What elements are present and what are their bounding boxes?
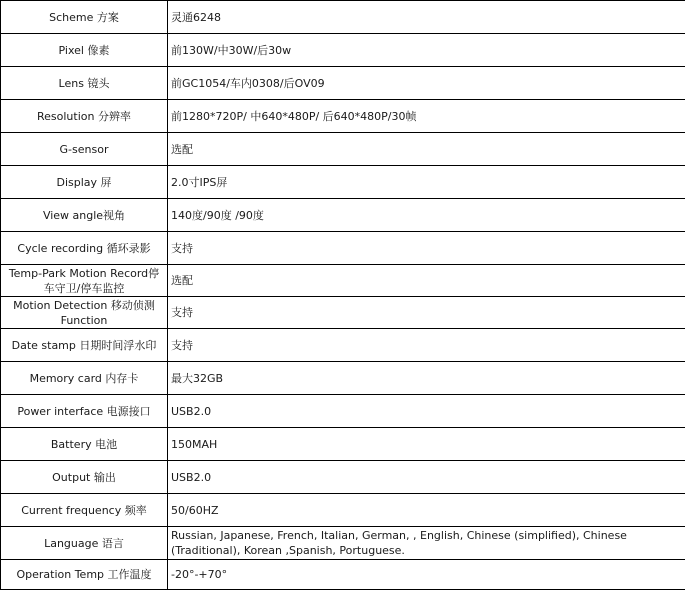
spec-row-resolution (1, 100, 685, 133)
spec-label: Cycle recording 循环录影 (1, 232, 168, 265)
spec-row-date-stamp (1, 329, 685, 362)
spec-value: 50/60HZ (168, 494, 685, 527)
spec-row-language (1, 527, 685, 560)
spec-row-lens (1, 67, 685, 100)
spec-row-display (1, 166, 685, 199)
spec-value: USB2.0 (168, 395, 685, 428)
spec-value: 140度/90度 /90度 (168, 199, 685, 232)
spec-value: 最大32GB (168, 362, 685, 395)
spec-row-output (1, 461, 685, 494)
spec-value: 150MAH (168, 428, 685, 461)
spec-label: Temp-Park Motion Record停车守卫/停车监控 (1, 265, 168, 297)
spec-label: Display 屏 (1, 166, 168, 199)
spec-row-scheme (1, 1, 685, 34)
spec-label: Output 输出 (1, 461, 168, 494)
spec-value: 支持 (168, 232, 685, 265)
spec-row-cycle-recording (1, 232, 685, 265)
spec-label: Battery 电池 (1, 428, 168, 461)
spec-row-pixel (1, 34, 685, 67)
spec-label: View angle视角 (1, 199, 168, 232)
spec-value: 支持 (168, 297, 685, 329)
spec-label: Language 语言 (1, 527, 168, 560)
spec-row-parking-record (1, 265, 685, 297)
spec-label: Memory card 内存卡 (1, 362, 168, 395)
spec-value: -20°-+70° (168, 560, 685, 590)
spec-label: G-sensor (1, 133, 168, 166)
spec-label: Resolution 分辨率 (1, 100, 168, 133)
spec-row-g-sensor (1, 133, 685, 166)
spec-label: Scheme 方案 (1, 1, 168, 34)
spec-row-current-frequency (1, 494, 685, 527)
spec-value: 前130W/中30W/后30w (168, 34, 685, 67)
spec-row-battery (1, 428, 685, 461)
spec-label: Current frequency 频率 (1, 494, 168, 527)
spec-label: Date stamp 日期时间浮水印 (1, 329, 168, 362)
spec-label: Pixel 像素 (1, 34, 168, 67)
spec-value: 2.0寸IPS屏 (168, 166, 685, 199)
spec-value: 支持 (168, 329, 685, 362)
spec-value: USB2.0 (168, 461, 685, 494)
spec-row-power-interface (1, 395, 685, 428)
spec-label: Operation Temp 工作温度 (1, 560, 168, 590)
spec-row-memory-card (1, 362, 685, 395)
spec-value: Russian, Japanese, French, Italian, German, , English, Chinese (simplified), Chinese (Traditional), Korean ,Spanish, Portuguese. (168, 527, 685, 560)
spec-row-motion-detection (1, 297, 685, 329)
spec-value: 选配 (168, 133, 685, 166)
spec-value: 灵通6248 (168, 1, 685, 34)
spec-label: Power interface 电源接口 (1, 395, 168, 428)
spec-value: 选配 (168, 265, 685, 297)
spec-label: Lens 镜头 (1, 67, 168, 100)
spec-row-view-angle (1, 199, 685, 232)
spec-value: 前1280*720P/ 中640*480P/ 后640*480P/30帧 (168, 100, 685, 133)
spec-value: 前GC1054/车内0308/后OV09 (168, 67, 685, 100)
spec-label: Motion Detection 移动侦测 Function (1, 297, 168, 329)
spec-row-operation-temp (1, 560, 685, 590)
